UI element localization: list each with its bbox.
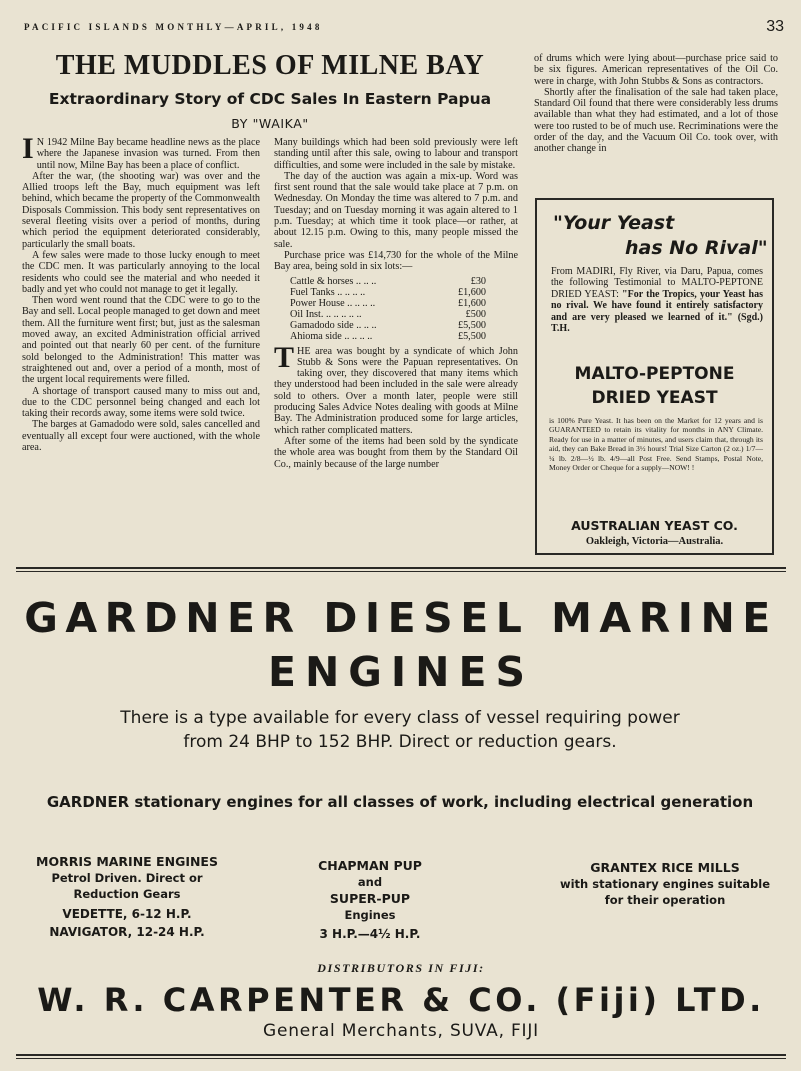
testimonial: From MADIRI, Fly River, via Daru, Papua, comes the following Testimonial to MALTO-PEPTONE DRIED YEAST: "For the Tropics, your Yeast has no rival. We have found it entirely satisfactory and are very pleased we learned of it." (Sgd.) T.H. — [551, 266, 763, 335]
chapman-engines: CHAPMAN PUP and SUPER-PUP Engines 3 H.P.—4½ H.P. — [318, 858, 422, 941]
paragraph: Then word went round that the CDC were to go to the Bay and sell. Local people managed to get down and meet them. All the furniture went first; but, just as the salesman moved away, an excited Administration official arrived and pointed out that nearly 60 per cent. of the furniture sold belonged to the Administration! This matter was straightened out and, over a period of a month, most of the urgent local requirements were filled. — [22, 295, 260, 386]
list-item: Oil Inst. .. .. .. .. .. £500 — [290, 308, 486, 320]
paragraph: I N 1942 Milne Bay became headline news as the place where the Japanese invasion was turned. From then until now, Milne Bay has been a place of conflict. — [22, 137, 260, 171]
drop-cap: I — [22, 137, 34, 165]
paragraph: The day of the auction was again a mix-up. Word was first sent round that the sale would take place at 7 p.m. on Wednesday. On Monday the time was altered to 7 p.m. and Tuesday; and on Tuesday morning it was again altered to 1 p.m. Tuesday; at which time it took place—or rather, at about 12.15 p.m. Owing to this, many people missed the sale. — [274, 170, 518, 250]
list-item: Fuel Tanks .. .. .. .. £1,600 — [290, 286, 486, 298]
drop-cap: T — [274, 340, 295, 374]
paragraph: of drums which were lying about—purchase price said to be six figures. American representatives of the Oil Co. were in charge, with John Stubbs & Sons as contractors. — [534, 53, 778, 87]
yeast-headline-1: "Your Yeast — [553, 212, 675, 234]
gardner-stationary: GARDNER stationary engines for all classes of work, including electrical generation — [46, 793, 754, 811]
paragraph: After the war, (the shooting war) was over and the Allied troops left the Bay, much equipment was left behind, which became the property of the Commonwealth Disposals Commission. This body sent representatives on several fleeting visits over a period of months, during which period the equipment deteriorated considerably, particularly the small boats. — [22, 170, 260, 250]
running-header — [24, 20, 784, 38]
lots-list — [290, 276, 518, 342]
distributor-address: General Merchants, SUVA, FIJI — [262, 1021, 540, 1041]
article-column-1 — [22, 137, 260, 562]
divider — [16, 571, 786, 572]
product-name: MALTO-PEPTONE DRIED YEAST — [574, 364, 735, 408]
divider — [16, 567, 786, 569]
company-name: AUSTRALIAN YEAST CO. — [571, 518, 738, 533]
running-head: PACIFIC ISLANDS MONTHLY—APRIL, 1948 — [24, 22, 323, 32]
yeast-headline-2: has No Rival" — [625, 237, 768, 259]
article-title: THE MUDDLES OF MILNE BAY — [55, 50, 485, 81]
paragraph: The barges at Gamadodo were sold, sales cancelled and eventually all except four were auctioned, with the whole area. — [22, 419, 260, 454]
gardner-intro: There is a type available for every class of vessel requiring power from 24 BHP to 152 BHP. Direct or reduction gears. — [120, 708, 680, 752]
article-column-2 — [274, 137, 518, 562]
article-subtitle: Extraordinary Story of CDC Sales In Eastern Papua — [48, 90, 492, 108]
list-item: Ahioma side .. .. .. .. £5,500 — [290, 330, 486, 342]
paragraph: A shortage of transport caused many to miss out and, due to the CDC personnel being changed and each lot taking their records away, some items were sold twice. — [22, 385, 260, 420]
divider — [16, 1054, 786, 1056]
distributors-label: DISTRIBUTORS IN FIJI: — [317, 961, 485, 975]
paragraph: After some of the items had been sold by the syndicate the whole area was bought from them by the Standard Oil Co., mainly because of the large number — [274, 435, 518, 470]
list-item: Gamadodo side .. .. .. £5,500 — [290, 319, 486, 331]
paragraph: THE area was bought by a syndicate of which John Stubb & Sons were the Papuan representatives. On taking over, they discovered that many items which they understood had been included in the sale were already sold to others. Over a month later, people were still producing Sales Advice Notes dealing with goods at Milne Bay. The Administration produced some for large articles, which rather complicated matters. — [274, 340, 518, 436]
morris-engines: MORRIS MARINE ENGINES Petrol Driven. Direct or Reduction Gears VEDETTE, 6-12 H.P. NAVIGATOR, 12-24 H.P. — [36, 854, 218, 939]
list-item: Power House .. .. .. .. £1,600 — [290, 297, 486, 309]
distributor-name: W. R. CARPENTER & CO. (Fiji) LTD. — [37, 981, 765, 1019]
company-location: Oakleigh, Victoria—Australia. — [585, 536, 724, 547]
article-byline: BY "WAIKA" — [231, 116, 309, 131]
list-item: Cattle & horses .. .. .. £30 — [290, 275, 486, 287]
paragraph: Shortly after the finalisation of the sale had taken place, Standard Oil found that there were considerably less drums available than what they had estimated, and a lot of those were too rusted to be of much use. Recriminations were the order of the day, and the Vacuum Oil Co. took over, with another change in — [534, 86, 778, 155]
product-details: is 100% Pure Yeast. It has been on the Market for 12 years and is GUARANTEED to retain its vitality for months in ANY Climate. Ready for use in a matter of minutes, and users claim that, through its aid, they can Bake Bread in 3½ hours! Trial Size Carton (2 oz.) 1/7—¼ lb. 2/8—½ lb. 4/9—all Post Free. Send Stamps, Postal Note, Money Order or Cheque for a supply—NOW! ! — [549, 416, 763, 473]
paragraph: Many buildings which had been sold previously were left standing until after this sale, owing to labour and transport difficulties, and some were included in the sale by mistake. — [274, 137, 518, 171]
gardner-headline-2: ENGINES — [267, 648, 535, 696]
gardner-headline-1: GARDNER DIESEL MARINE — [24, 594, 778, 642]
paragraph: Purchase price was £14,730 for the whole of the Milne Bay area, being sold in six lots:— — [274, 249, 518, 273]
paragraph: A few sales were made to those lucky enough to meet the CDC men. It was particularly annoying to the local residents who could see the material and who needed it badly and yet who could not manage to get it legally. — [22, 249, 260, 295]
divider — [16, 1058, 786, 1059]
page-number: 33 — [766, 18, 784, 35]
yeast-advertisement — [535, 198, 774, 555]
grantex-mills: GRANTEX RICE MILLS with stationary engines suitable for their operation — [559, 860, 770, 907]
article-column-3 — [534, 53, 778, 193]
